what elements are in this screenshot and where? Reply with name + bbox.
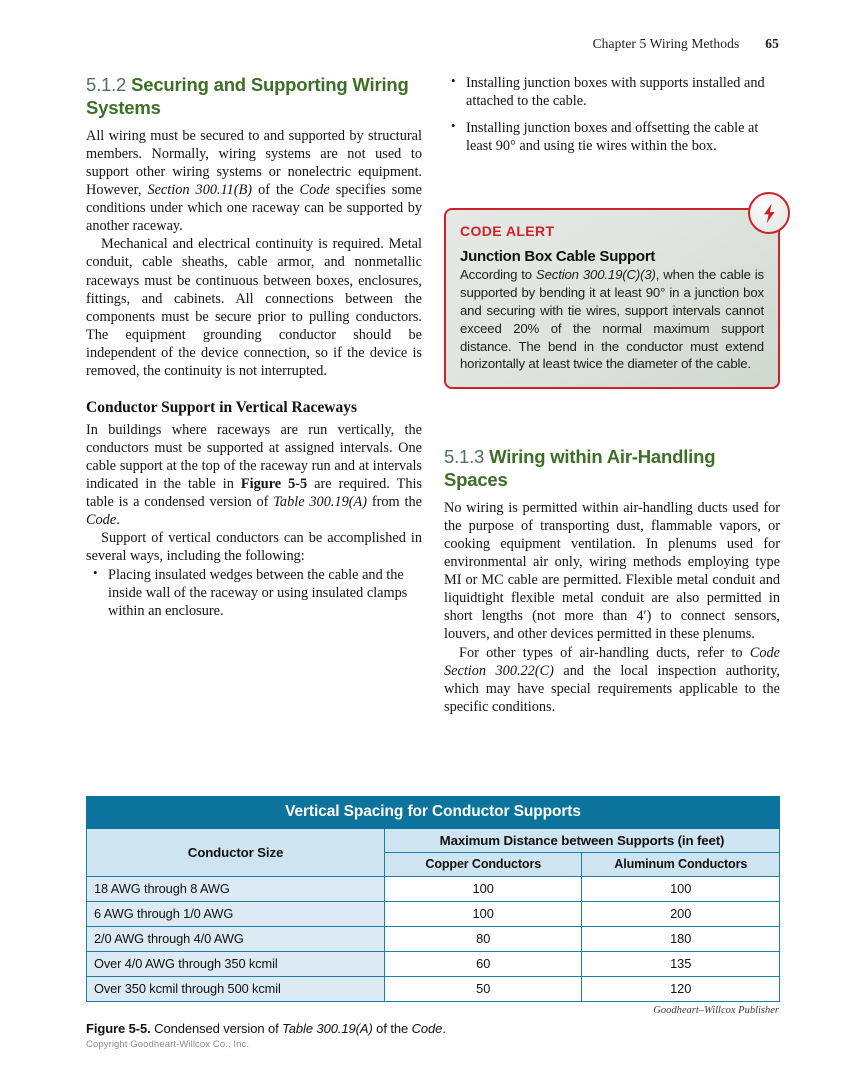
vertical-spacer (86, 380, 422, 399)
lightning-bolt-icon (748, 192, 790, 234)
table-row (87, 952, 780, 977)
cell-copper: 50 (384, 977, 582, 1002)
code-alert-label: CODE ALERT (460, 223, 555, 239)
paragraph-other-ducts (444, 644, 780, 716)
body-columns (86, 74, 780, 774)
cell-conductor-size: Over 350 kcmil through 500 kcmil (87, 977, 385, 1002)
cell-aluminum: 135 (582, 952, 780, 977)
table-row (87, 877, 780, 902)
right-bullet-list (444, 74, 780, 155)
italic-code-word: Code (411, 1021, 443, 1036)
list-item: • Installing junction boxes with supports installed and attached to the cable. (464, 74, 780, 110)
italic-table-ref: Table 300.19(A) (273, 494, 367, 511)
text-run: According to (460, 267, 536, 282)
cell-conductor-size: Over 4/0 AWG through 350 kcmil (87, 952, 385, 977)
text-run: Condensed version of (150, 1021, 283, 1036)
table-row (87, 927, 780, 952)
list-item: • Placing insulated wedges between the cable and the inside wall of the raceway or using insulated clamps within an enclosure. (106, 566, 422, 620)
right-column (444, 74, 780, 155)
text-run: , when the cable is supported by bending it at least 90° in a junction box and securing with tie wires, support intervals cannot exceed 20% of the normal maximum support distance. The bend in the conductor must extend horizontally at least twice the diameter of the cable. (460, 267, 764, 372)
list-item: • Installing junction boxes and offsetting the cable at least 90° and using tie wires within the box. (464, 119, 780, 155)
section-heading-513 (444, 446, 780, 492)
text-run: of the (372, 1021, 412, 1036)
text-run: For other types of air-handling ducts, refer to (459, 644, 750, 661)
cell-conductor-size: 6 AWG through 1/0 AWG (87, 902, 385, 927)
section-number: 5.1.3 (444, 446, 485, 467)
running-head (593, 36, 779, 52)
text-run: and the local inspection authority, which may have special requirements applicable to the specific conditions. (444, 662, 781, 715)
figure-5-5 (86, 796, 780, 1036)
paragraph-air-handling: No wiring is permitted within air-handling ducts used for the purpose of transporting dust, flammable vapors, or cooking equipment ventilation. In plenums used for environmental air only, wiring methods employing type MI or MC cable are permitted. Flexible metal conduit and liquidtight flexible metal conduit are also permitted in short lengths (not more than 4′) to connect sensors, louvers, and other devices permitted in these plenums. (444, 499, 780, 643)
italic-table-ref: Table 300.19(A) (282, 1021, 373, 1036)
chapter-label: Chapter 5 Wiring Methods (592, 36, 740, 51)
paragraph-continuity: Mechanical and electrical continuity is required. Metal conduit, cable sheaths, cable armor, and nonmetallic raceways must be continuous between boxes, enclosures, fittings, and cabinets. All connections between the components must be secure prior to pulling conductors. The equipment grounding conductor should be independent of the device connection, so if the device is removed, the continuity is not interrupted. (86, 236, 422, 379)
code-alert-callout (444, 208, 780, 389)
paragraph-securing-intro (86, 127, 422, 235)
cell-copper: 60 (384, 952, 582, 977)
section-number: 5.1.2 (86, 74, 127, 95)
column-header-aluminum: Aluminum Conductors (582, 853, 780, 877)
figure-reference: Figure 5-5 (240, 476, 308, 493)
table-row (87, 977, 780, 1002)
italic-code-word: Code (86, 512, 117, 529)
text-run: of the (252, 182, 300, 199)
column-header-conductor-size: Conductor Size (87, 829, 385, 877)
left-bullet-list (86, 566, 422, 620)
italic-code-section-ref: Code Section 300.22(C) (444, 644, 780, 679)
cell-aluminum: 200 (582, 902, 780, 927)
code-alert-body (460, 266, 764, 373)
text-run: are required. This table is a condensed version of (86, 476, 422, 511)
paragraph-vertical-raceways (86, 421, 422, 529)
text-run: from the (366, 494, 422, 511)
section-heading-512 (86, 74, 422, 120)
table-body (87, 877, 780, 1002)
text-run: . (442, 1021, 446, 1036)
text-run: . (116, 512, 120, 529)
cell-copper: 100 (384, 902, 582, 927)
figure-caption-lead: Figure 5-5. (86, 1021, 151, 1036)
cell-conductor-size: 2/0 AWG through 4/0 AWG (87, 927, 385, 952)
cell-copper: 80 (384, 927, 582, 952)
section-title: Securing and Supporting Wiring Systems (86, 74, 409, 118)
figure-credit: Goodheart–Willcox Publisher (653, 1005, 779, 1016)
italic-code-word: Code (299, 182, 330, 199)
table-row (87, 902, 780, 927)
code-alert-subtitle: Junction Box Cable Support (460, 248, 656, 265)
column-group-header-max-distance: Maximum Distance between Supports (in feet) (384, 829, 779, 853)
column-header-copper: Copper Conductors (384, 853, 582, 877)
italic-section-ref: Section 300.11(B) (147, 182, 253, 199)
paragraph-support-methods-lead: Support of vertical conductors can be accomplished in several ways, including the following: (86, 530, 422, 565)
cell-conductor-size: 18 AWG through 8 AWG (87, 877, 385, 902)
section-title: Wiring within Air-Handling Spaces (444, 446, 716, 490)
right-column-lower (444, 446, 780, 716)
text-run: All wiring must be secured to and supported by structural members. Normally, wiring systems are not used to support other wiring systems or nonelectric equipment. However, (86, 127, 422, 199)
page-number: 65 (765, 36, 779, 51)
cell-aluminum: 180 (582, 927, 780, 952)
figure-caption (86, 1021, 780, 1036)
subheading-conductor-support: Conductor Support in Vertical Raceways (86, 398, 357, 416)
table-title-row (87, 797, 780, 829)
table-group-header-row (87, 829, 780, 853)
cell-aluminum: 100 (582, 877, 780, 902)
copyright-footer: Copyright Goodheart-Willcox Co., Inc. (86, 1039, 250, 1050)
text-run: In buildings where raceways are run vertically, the conductors must be supported at assigned intervals. One cable support at the top of the raceway run and at intervals indicated in the table in (86, 421, 422, 493)
cell-copper: 100 (384, 877, 582, 902)
left-column (86, 74, 422, 620)
cell-aluminum: 120 (582, 977, 780, 1002)
italic-section-ref: Section 300.19(C)(3) (535, 267, 656, 282)
text-run: specifies some conditions under which one raceway can be supported by another raceway. (86, 182, 422, 235)
table-title: Vertical Spacing for Conductor Supports (87, 797, 780, 829)
vertical-spacing-table (86, 796, 780, 1002)
